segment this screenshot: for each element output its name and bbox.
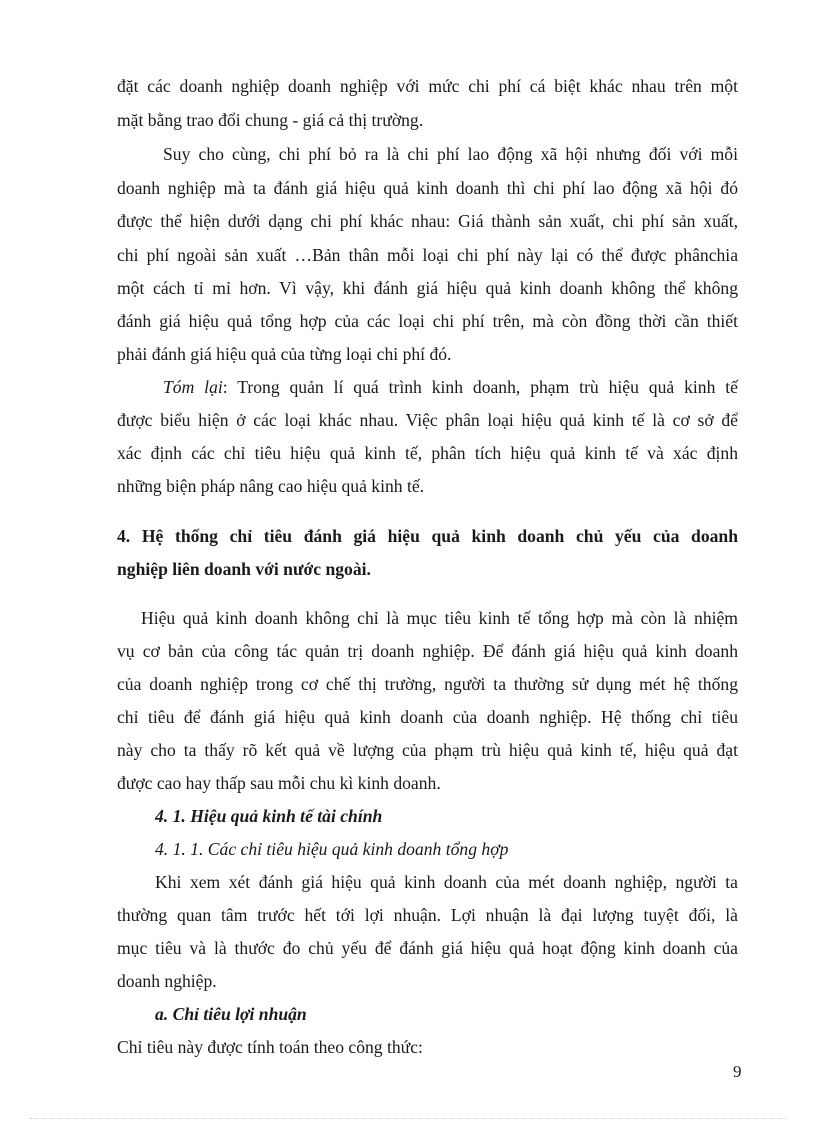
body-text-line: phải đánh giá hiệu quả của từng loại chi phí đó. <box>117 344 452 364</box>
body-text-line: vụ cơ bản của công tác quản trị doanh nghiệp. Để đánh giá hiệu quả kinh doanh <box>117 641 738 661</box>
body-text-line: đặt các doanh nghiệp doanh nghiệp với mức chi phí cá biệt khác nhau trên một <box>117 76 738 96</box>
body-text-line: mặt bằng trao đổi chung - giá cả thị trường. <box>117 110 424 130</box>
subsection-heading: 4. 1. Hiệu quả kinh tế tài chính <box>155 806 383 826</box>
body-text-line: được thể hiện dưới dạng chi phí khác nhau: Giá thành sản xuất, chi phí sản xuất, <box>117 211 738 231</box>
body-text-line: mục tiêu và là thước đo chủ yếu để đánh giá hiệu quả hoạt động kinh doanh của <box>117 938 738 958</box>
body-text-line: được biểu hiện ở các loại khác nhau. Việc phân loại hiệu quả kinh tế là cơ sở để <box>117 410 738 430</box>
body-text-line: của doanh nghiệp trong cơ chế thị trường, người ta thường sử dụng mét hệ thống <box>117 674 738 694</box>
body-text-line: đánh giá hiệu quả tổng hợp của các loại chi phí trên, mà còn đồng thời cần thiết <box>117 311 738 331</box>
item-heading: a. Chỉ tiêu lợi nhuận <box>155 1004 307 1024</box>
subsubsection-heading: 4. 1. 1. Các chỉ tiêu hiệu quả kinh doanh tổng hợp <box>155 839 509 859</box>
body-text-line: chi phí ngoài sản xuất …Bản thân mỗi loại chi phí này lại có thể được phânchia <box>117 245 738 265</box>
summary-text: : Trong quản lí quá trình kinh doanh, phạm trù hiệu quả kinh tế <box>222 377 738 397</box>
summary-line <box>163 376 738 398</box>
page-number: 9 <box>733 1062 742 1081</box>
body-text-line: Hiệu quả kinh doanh không chỉ là mục tiêu kinh tế tổng hợp mà còn là nhiệm <box>141 608 738 628</box>
body-text-line: chỉ tiêu để đánh giá hiệu quả kinh doanh của doanh nghiệp. Hệ thống chỉ tiêu <box>117 707 738 727</box>
body-text-line: Chỉ tiêu này được tính toán theo công thức: <box>117 1037 423 1057</box>
body-text-line: thường quan tâm trước hết tới lợi nhuận. Lợi nhuận là đại lượng tuyệt đối, là <box>117 905 738 925</box>
body-text-line: những biện pháp nâng cao hiệu quả kinh tế. <box>117 476 425 496</box>
body-text-line: Khi xem xét đánh giá hiệu quả kinh doanh của mét doanh nghiệp, người ta <box>155 872 738 892</box>
body-text-line: này cho ta thấy rõ kết quả về lượng của phạm trù hiệu quả kinh tế, hiệu quả đạt <box>117 740 738 760</box>
body-text-line: xác định các chỉ tiêu hiệu quả kinh tế, phân tích hiệu quả kinh tế và xác định <box>117 443 738 463</box>
section-heading: 4. Hệ thống chỉ tiêu đánh giá hiệu quả kinh doanh chủ yếu của doanh <box>117 526 738 546</box>
body-text-line: Suy cho cùng, chi phí bỏ ra là chi phí lao động xã hội nhưng đối với mỗi <box>163 144 738 164</box>
body-text-line: một cách tỉ mỉ hơn. Vì vậy, khi đánh giá hiệu quả kinh doanh không thể không <box>117 278 738 298</box>
body-text-line: doanh nghiệp. <box>117 971 217 991</box>
section-heading: nghiệp liên doanh với nước ngoài. <box>117 559 371 579</box>
page-footer-rule <box>30 1118 786 1119</box>
body-text-line: được cao hay thấp sau mỗi chu kì kinh doanh. <box>117 773 441 793</box>
body-text-line: doanh nghiệp mà ta đánh giá hiệu quả kinh doanh thì chi phí lao động xã hội đó <box>117 178 738 198</box>
summary-lead: Tóm lại <box>163 377 223 397</box>
